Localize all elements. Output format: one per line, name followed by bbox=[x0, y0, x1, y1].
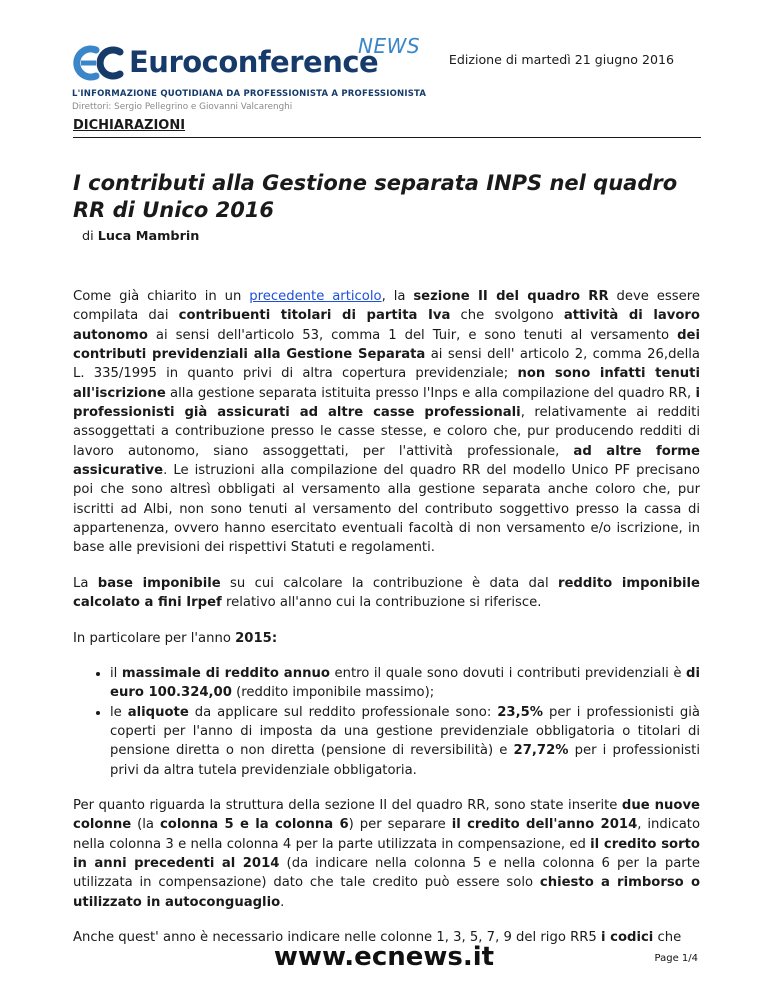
ec-logo-mark-icon bbox=[72, 44, 124, 82]
logo-tagline: L'INFORMAZIONE QUOTIDIANA DA PROFESSIONISTA A PROFESSIONISTA bbox=[72, 89, 427, 99]
logo-news-label: NEWS bbox=[358, 34, 421, 58]
edition-date: Edizione di martedì 21 giugno 2016 bbox=[448, 52, 674, 67]
paragraph-5: Anche quest' anno è necessario indicare nelle colonne 1, 3, 5, 7, 9 del rigo RR5 i codici che bbox=[73, 929, 682, 945]
byline-prefix: di bbox=[82, 229, 94, 244]
article-byline bbox=[82, 229, 199, 244]
euroconference-logo[interactable] bbox=[72, 34, 427, 112]
footer-website-link[interactable]: www.ecnews.it bbox=[273, 942, 495, 972]
logo-directors: Direttori: Sergio Pellegrino e Giovanni Valcarenghi bbox=[72, 102, 293, 112]
article-body bbox=[73, 287, 700, 963]
paragraph-2: La base imponibile su cui calcolare la contribuzione è data dal reddito imponibile calcolato a fini Irpef relativo all'anno cui la contribuzione si riferisce. bbox=[73, 575, 701, 611]
article-title: I contributi alla Gestione separata INPS nel quadro RR di Unico 2016 bbox=[73, 171, 678, 222]
page-number: Page 1/4 bbox=[654, 953, 698, 964]
paragraph-4: Per quanto riguarda la struttura della sezione II del quadro RR, sono state inserite due nuove colonne (la colonna 5 e la colonna 6) per separare il credito dell'anno 2014, indicato nella colonna 3 e nella colonna 4 per la parte utilizzata in compensazione, ed il credito sorto in anni precedenti al 2014 (da indicare nella colonna 5 e nella colonna 6 per la parte utilizzata in compensazione) dato che tale credito può essere solo chiesto a rimborso o utilizzato in autoconguaglio. bbox=[73, 797, 701, 910]
bullet-list bbox=[73, 664, 700, 780]
previous-article-link[interactable]: precedente articolo bbox=[249, 289, 382, 304]
paragraph-3: In particolare per l'anno 2015: bbox=[73, 630, 278, 646]
paragraph-1: Come già chiarito in un precedente articolo, la sezione II del quadro RR deve essere compilata dai contribuenti titolari di partita Iva che svolgono attività di lavoro autonomo ai sensi dell'articolo 53, comma 1 del Tuir, e sono tenuti al versamento dei contributi previdenziali alla Gestione Separata ai sensi dell' articolo 2, comma 26,della L. 335/1995 in quanto privi di altra copertura previdenziale; non sono infatti tenuti all'iscrizione alla gestione separata istituita presso l'Inps e alla compilazione del quadro RR, i professionisti già assicurati ad altre casse professionali, relativamente ai redditi assoggettati a contribuzione presso le casse stesse, e coloro che, pur producendo redditi di lavoro autonomo, siano assoggettati, per l'attività professionale, ad altre forme assicurative. Le istruzioni alla compilazione del quadro RR del modello Unico PF precisano poi che sono altresì obbligati al versamento alla gestione separata anche coloro che, pur iscritti ad Albi, non sono tenuti al versamento del contributo soggettivo presso la cassa di appartenenza, ovvero hanno esercitato eventuali facoltà di non versamento e/o iscrizione, in base alle previsioni dei rispettivi Statuti e regolamenti. bbox=[73, 289, 701, 556]
section-label: DICHIARAZIONI bbox=[73, 118, 186, 133]
author-name: Luca Mambrin bbox=[97, 229, 200, 244]
logo-name: Euroconference bbox=[129, 45, 379, 79]
list-item: • le aliquote da applicare sul reddito professionale sono: 23,5% per i professionisti già coperti per l'anno di imposta da una gestione previdenziale obbligatoria o titolari di pensione diretta o non diretta (pensione di reversibilità) e 27,72% per i professionisti privi da altra tutela previdenziale obbligatoria. bbox=[110, 703, 700, 780]
list-item: • il massimale di reddito annuo entro il quale sono dovuti i contributi previdenziali è di euro 100.324,00 (reddito imponibile massimo); bbox=[110, 664, 700, 703]
section-divider bbox=[73, 137, 701, 138]
